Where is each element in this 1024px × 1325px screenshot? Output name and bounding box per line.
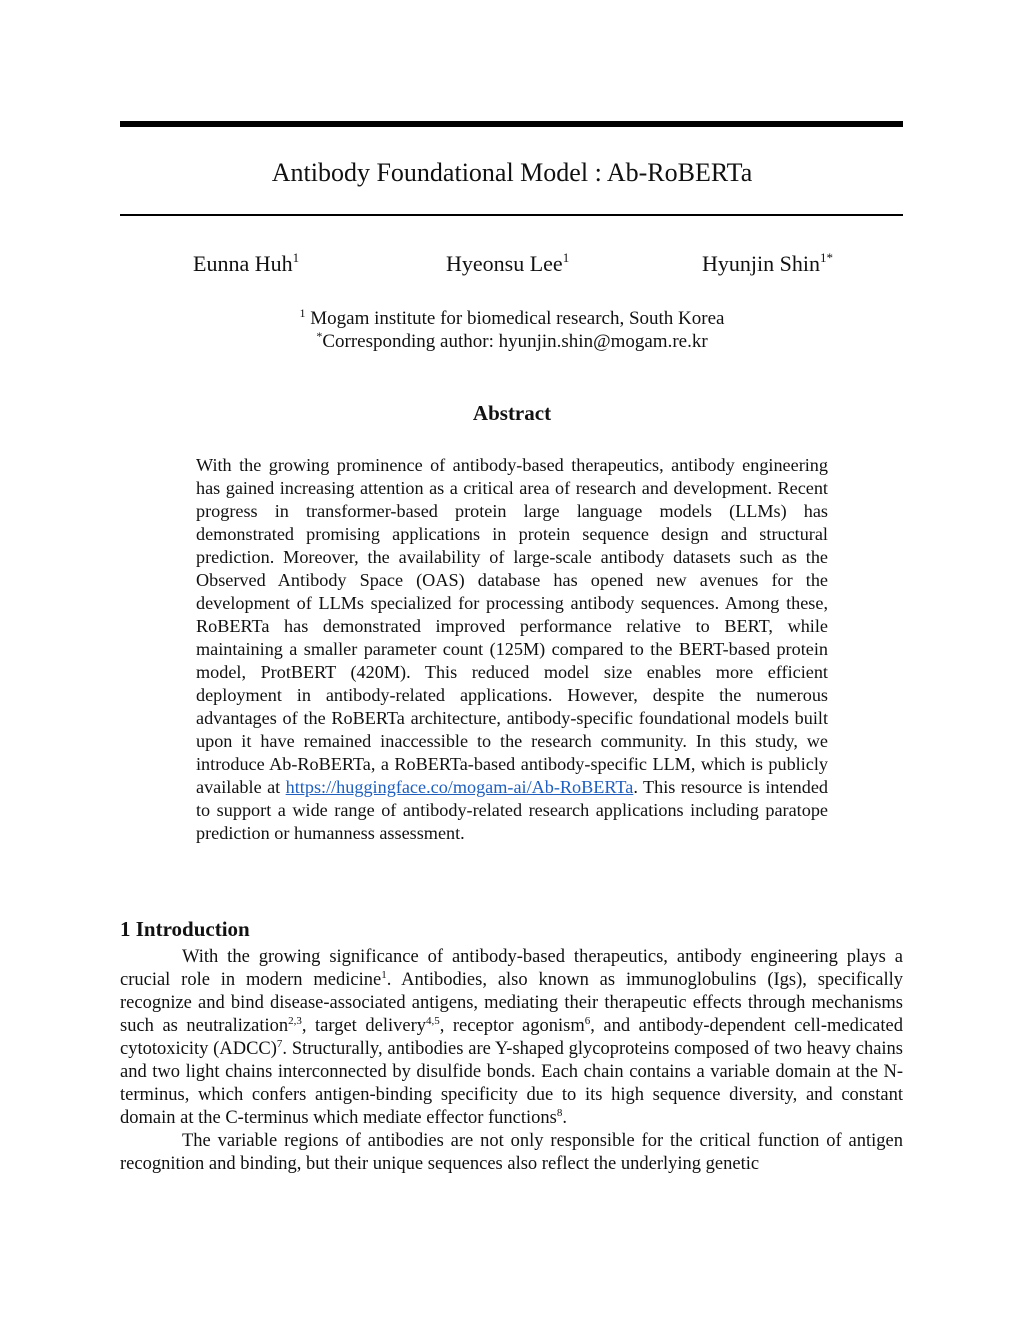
introduction-body: [120, 946, 903, 1176]
paper-title: Antibody Foundational Model : Ab-RoBERTa: [271, 158, 753, 187]
author-hyeonsu-lee: [446, 250, 569, 278]
abstract-heading: Abstract: [472, 401, 552, 425]
abstract-body: [196, 454, 828, 845]
citation-mark: 6: [584, 1015, 591, 1027]
introduction-heading: 1 Introduction: [120, 917, 250, 941]
abstract-text-end: . This resource is intended to support a wide range of antibody-related research applications including paratope prediction or humanness assessment.: [196, 777, 829, 843]
affiliation-text: Mogam institute for biomedical research, South Korea: [305, 308, 725, 329]
intro-text: , receptor agonism: [439, 1016, 585, 1036]
introduction-paragraph-2: The variable regions of antibodies are not only responsible for the critical function of antigen recognition and binding, but their unique sequences also reflect the underlying genetic: [120, 1131, 903, 1174]
author-affiliation-mark: 1: [292, 250, 300, 265]
citation-mark: 8: [556, 1107, 563, 1119]
title-top-rule: [120, 121, 903, 127]
author-name: Hyunjin Shin: [702, 251, 820, 276]
corresponding-text: Corresponding author: hyunjin.shin@mogam.re.kr: [322, 331, 708, 352]
huggingface-link[interactable]: https://huggingface.co/mogam-ai/Ab-RoBERTa: [285, 777, 634, 797]
author-eunna-huh: [193, 250, 299, 278]
author-hyunjin-shin: [702, 250, 833, 278]
intro-text: . Structurally, antibodies are Y-shaped glycoproteins composed of two heavy chains and two light chains interconnected by disulfide bonds. Each chain contains a variable domain at the N-terminus, which confers antigen-binding specificity due to its high sequence diversity, and constant domain at the C-terminus which mediate effector functions: [120, 1039, 903, 1128]
corresponding-author-line: [0, 330, 1024, 353]
author-affiliation-mark: 1: [562, 250, 570, 265]
affiliation-line: [0, 307, 1024, 330]
citation-mark: 2,3: [288, 1015, 302, 1027]
title-bottom-rule: [120, 214, 903, 216]
citation-mark: 1: [381, 969, 387, 981]
abstract-text: With the growing prominence of antibody-based therapeutics, antibody engineering has gained increasing attention as a critical area of research and development. Recent progress in transformer-based protein large language models (LLMs) has demonstrated promising applications in protein sequence design and structural prediction. Moreover, the availability of large-scale antibody datasets such as the Observed Antibody Space (OAS) database has opened new avenues for the development of LLMs specialized for processing antibody sequences. Among these, RoBERTa has demonstrated improved performance relative to BERT, while maintaining a smaller parameter count (125M) compared to the BERT-based protein model, ProtBERT (420M). This reduced model size enables more efficient deployment in antibody-related applications. However, despite the numerous advantages of the RoBERTa architecture, antibody-specific foundational models built upon it have remained inaccessible to the research community. In this study, we introduce Ab-RoBERTa, a RoBERTa-based antibody-specific LLM, which is publicly available at: [196, 455, 828, 797]
intro-text: , target delivery: [301, 1016, 426, 1036]
intro-text: , and antibody-dependent cell-medicated cytotoxicity (ADCC): [120, 1016, 903, 1059]
intro-text: . Antibodies, also known as immunoglobulins (Igs), specifically recognize and bind disease-associated antigens, mediating their therapeutic effects through mechanisms such as neutralization: [120, 970, 903, 1036]
author-name: Hyeonsu Lee: [446, 251, 563, 276]
citation-mark: 4,5: [425, 1015, 440, 1027]
citation-mark: 7: [276, 1038, 283, 1050]
intro-text: With the growing significance of antibody-based therapeutics, antibody engineering plays a crucial role in modern medicine: [120, 947, 903, 990]
intro-text: .: [562, 1108, 567, 1128]
author-affiliation-mark: 1*: [819, 250, 833, 265]
author-name: Eunna Huh: [193, 251, 293, 276]
corresponding-mark: *: [316, 329, 323, 343]
introduction-paragraph-1: [120, 946, 903, 1130]
affiliation-mark: 1: [299, 306, 306, 320]
